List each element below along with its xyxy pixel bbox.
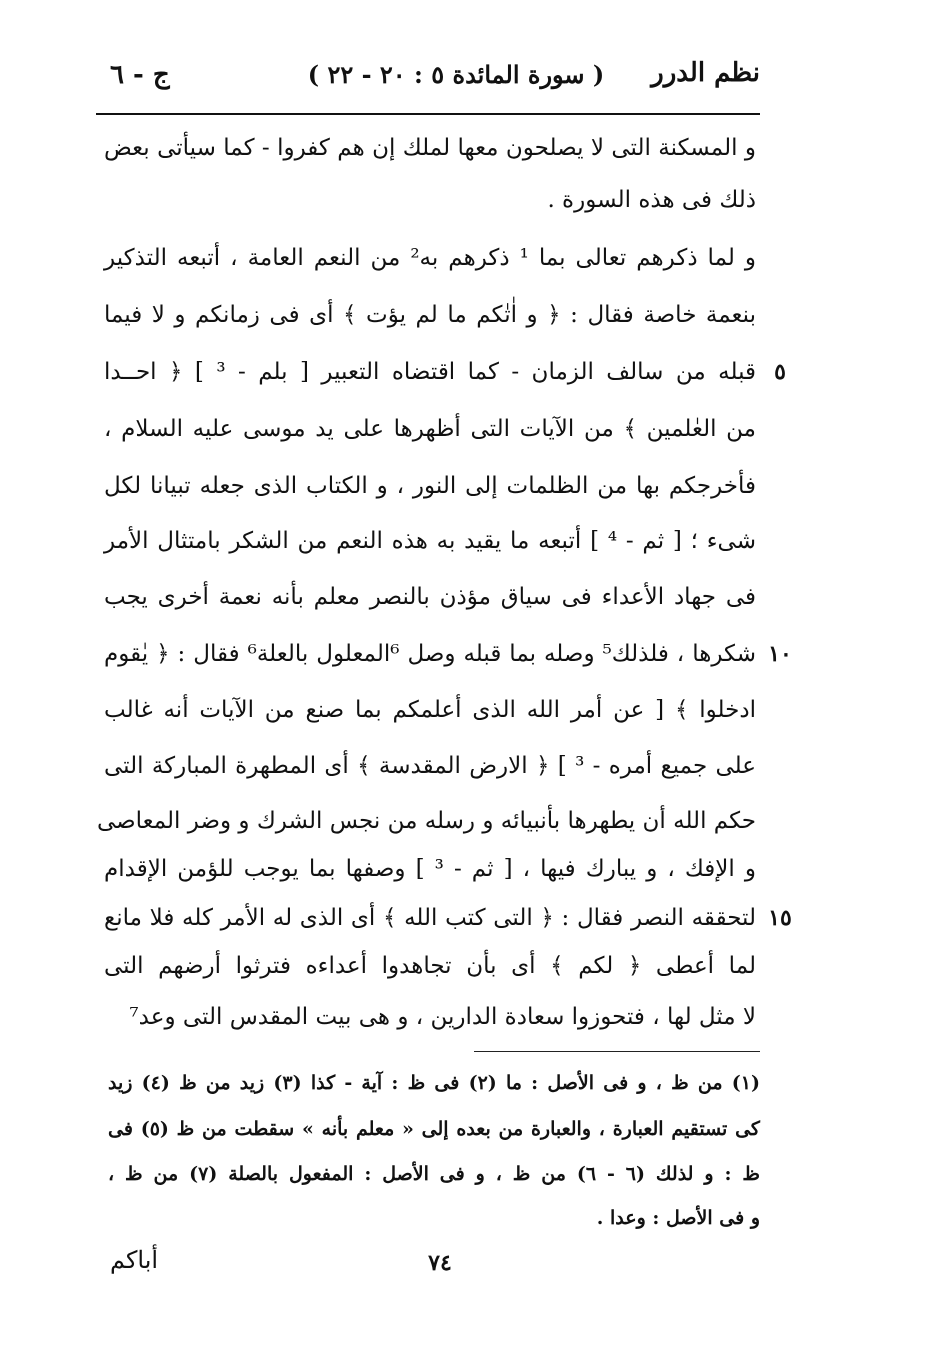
text-line: ذلك فى هذه السورة . [547, 187, 756, 213]
text-line: قبله من سالف الزمان - كما اقتضاه التعبير [ بلم - ³ ] ﴿ احــدا [104, 359, 756, 385]
text-line: و لما ذكرهم تعالى بما ¹ ذكرهم به² من النعم العامة ، أتبعه التذكير [104, 245, 756, 271]
text-line: لا مثل لها ، فتحوزوا سعادة الدارين ، و هى بيت المقدس التى وعد⁷ [129, 1004, 756, 1030]
running-header [96, 58, 760, 102]
book-title: نظم الدرر [651, 58, 760, 88]
catchword: أباكم [110, 1246, 159, 1274]
text-line: حكم الله أن يطهرها بأنبيائه و رسله من نجس الشرك و وضر المعاصى [96, 808, 756, 834]
text-line: على جميع أمره - ³ ] ﴿ الارض المقدسة ﴾ أى المطهرة المباركة التى [104, 753, 756, 779]
surah-reference: ( سورة المائدة ٥ : ٢٠ - ٢٢ ) [307, 60, 605, 89]
text-line: ادخلوا ﴾ [ عن أمر الله الذى أعلمكم بما صنع من الآيات أنه غالب [104, 697, 756, 723]
text-line: فأخرجكم بها من الظلمات إلى النور ، و الكتاب الذى جعله تبيانا لكل [104, 473, 756, 499]
line-number-10: ١٠ [768, 641, 792, 667]
text-line: شكرها ، فلذلك⁵ وصله بما قبله وصل ⁶المعلول بالعلة⁶ فقال : ﴿ يٰقوم [104, 641, 756, 667]
page-number: ٧٤ [428, 1250, 452, 1276]
footnote-line: (١) من ظ ، و فى الأصل : ما (٢) فى ظ : آية - كذا (٣) زيد من ظ (٤) زيد [108, 1072, 760, 1094]
footnote-line: ظ : و لذلك (٦ - ٦) من ظ ، و فى الأصل : المفعول بالصلة (٧) من ظ ، [108, 1163, 760, 1185]
volume-number: ج - ٦ [110, 60, 170, 90]
text-line: و المسكنة التى لا يصلحون معها لملك إن هم كفروا - كما سيأتى بعض [104, 135, 756, 161]
text-line: لما أعطى ﴿ لكم ﴾ أى بأن تجاهدوا أعداءه فترثوا أرضهم التى [104, 953, 756, 979]
text-line: شىء ؛ [ ثم - ⁴ ] أتبعه ما يقيد به هذه النعم من الشكر بامتثال الأمر [104, 528, 756, 554]
text-line: فى جهاد الأعداء فى سياق مؤذن بالنصر معلم بأنه نعمة أخرى يجب [104, 584, 756, 610]
footnote-rule [474, 1051, 760, 1052]
line-number-5: ٥ [774, 359, 786, 385]
header-rule [96, 113, 760, 115]
footnote-line: كى تستقيم العبارة ، والعبارة من بعده إلى « معلم بأنه » سقطت من ظ (٥) فى [108, 1118, 760, 1140]
line-number-15: ١٥ [768, 905, 792, 931]
text-line: و الإفك ، و يبارك فيها ، [ ثم - ³ ] وصفها بما يوجب للؤمن الإقدام [104, 856, 756, 882]
text-line: بنعمة خاصة فقال : ﴿ و اٰتٰكم ما لم يؤت ﴾ أى فى زمانكم و لا فيما [104, 302, 756, 328]
text-line: من العٰلمين ﴾ من الآيات التى أظهرها على يد موسى عليه السلام ، [104, 416, 756, 442]
footnote-line: و فى الأصل : وعدا . [596, 1207, 760, 1229]
text-line: لتحققه النصر فقال : ﴿ التى كتب الله ﴾ أى الذى له الأمر كله فلا مانع [104, 905, 756, 931]
